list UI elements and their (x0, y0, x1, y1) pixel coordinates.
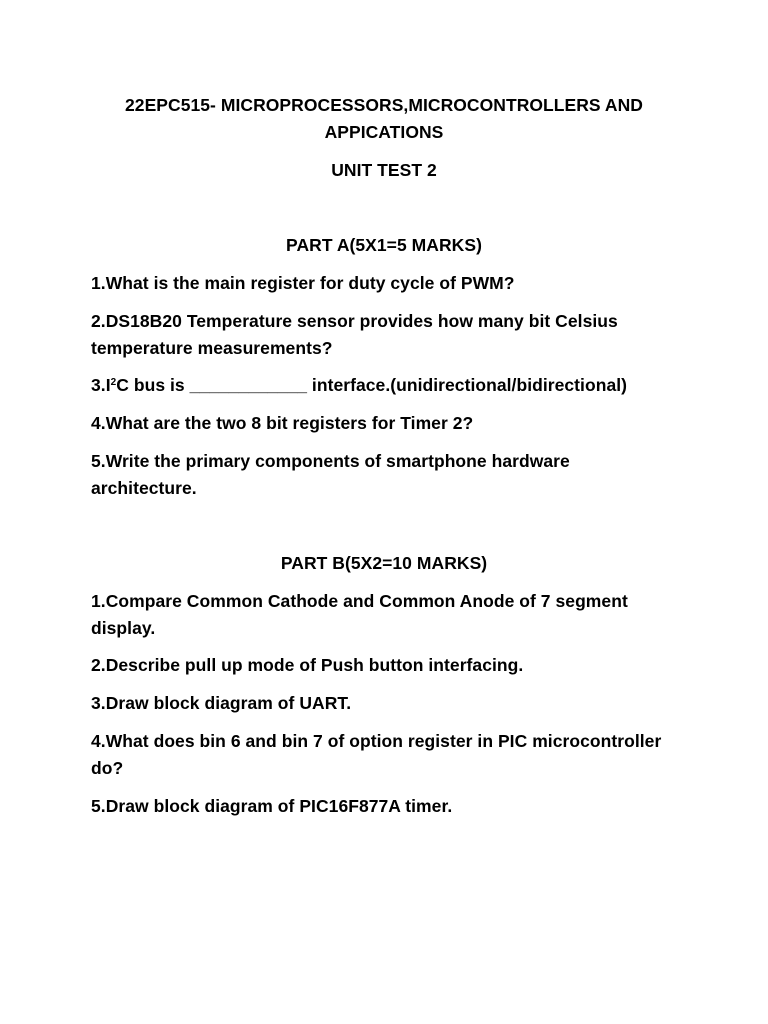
document-subtitle: UNIT TEST 2 (331, 160, 437, 180)
part-b-question-5: 5.Draw block diagram of PIC16F877A timer. (91, 796, 453, 816)
document-title-line-2: APPICATIONS (324, 122, 444, 142)
part-a-question-4: 4.What are the two 8 bit registers for Timer 2? (91, 413, 474, 433)
part-a-question-2-line-1: 2.DS18B20 Temperature sensor provides how many bit Celsius (91, 311, 618, 331)
part-a-question-3-superscript: 2 (110, 377, 117, 388)
part-a-heading: PART A(5X1=5 MARKS) (286, 235, 482, 255)
part-b-question-1-line-1: 1.Compare Common Cathode and Common Anode of 7 segment (91, 591, 628, 611)
part-a-question-3 (91, 372, 627, 399)
part-a-question-3-rest: C bus is ____________ interface.(unidirectional/bidirectional) (116, 375, 628, 395)
document-title-line-1: 22EPC515- MICROPROCESSORS,MICROCONTROLLERS AND (125, 95, 643, 115)
part-a-question-1: 1.What is the main register for duty cycle of PWM? (91, 273, 515, 293)
part-b-question-1-line-2: display. (91, 618, 156, 638)
part-b-question-4-line-2: do? (91, 758, 124, 778)
part-a-question-5-line-2: architecture. (91, 478, 197, 498)
part-a-question-2-line-2: temperature measurements? (91, 338, 333, 358)
part-a-question-3-prefix: 3.I (91, 375, 111, 395)
part-b-heading: PART B(5X2=10 MARKS) (280, 553, 488, 573)
part-a-question-5-line-1: 5.Write the primary components of smartphone hardware (91, 451, 570, 471)
part-b-question-4-line-1: 4.What does bin 6 and bin 7 of option register in PIC microcontroller (91, 731, 662, 751)
part-b-question-3: 3.Draw block diagram of UART. (91, 693, 352, 713)
part-b-question-2: 2.Describe pull up mode of Push button interfacing. (91, 655, 524, 675)
